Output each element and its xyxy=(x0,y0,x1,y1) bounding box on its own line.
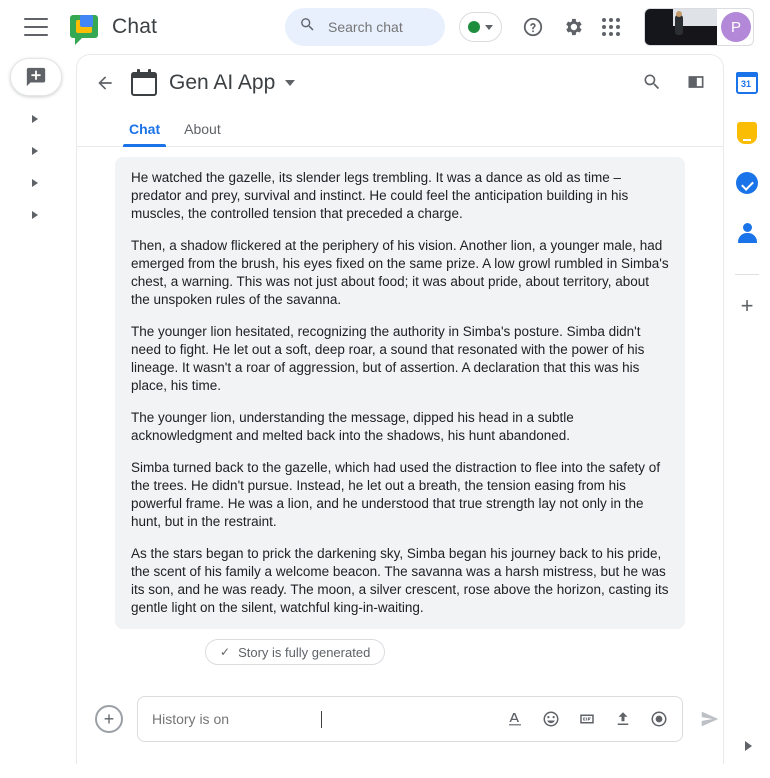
app-title: Chat xyxy=(112,15,158,38)
sidebar-expander-2[interactable] xyxy=(28,144,42,158)
status-button[interactable] xyxy=(459,12,502,42)
message-input[interactable] xyxy=(150,710,503,728)
bot-message-bubble xyxy=(115,157,685,629)
camera-thumbnail xyxy=(645,9,717,45)
sidebar-expander-3[interactable] xyxy=(28,176,42,190)
message-paragraph: The younger lion hesitated, recognizing the authority in Simba's posture. Simba didn't need to fight. He let out a soft, deep roar, a sound that resonated with the power of his lineage. It wasn't a roar of aggression, but of assertion. A declaration that this was his place, his time. xyxy=(131,324,645,393)
divider xyxy=(735,274,759,275)
contacts-app-icon[interactable] xyxy=(734,220,760,246)
top-bar xyxy=(0,0,770,54)
composer-icons xyxy=(504,708,670,730)
new-chat-icon[interactable] xyxy=(10,58,62,96)
message-paragraph: As the stars began to prick the darkening sky, Simba began his journey back to his pride, the scent of his family a welcome beacon. The savanna was a harsh mistress, but he was its son, and he was ready. The moon, a silver crescent, rose above the horizon, casting its gentle light on the silent, watchful king-in-waiting. xyxy=(131,546,669,615)
status-dot xyxy=(468,21,480,33)
calendar-app-icon[interactable] xyxy=(734,70,760,96)
emoji-icon[interactable] xyxy=(540,708,562,730)
conversation-panel xyxy=(76,54,724,764)
message-paragraph: Simba turned back to the gazelle, which had used the distraction to flee into the safety of the trees. He didn't pursue. Instead, he let out a breath, the tension easing from his powerful frame. He was a lion, and he understood that true strength lay not only in the hunt, but in the restraint. xyxy=(131,460,661,529)
help-icon[interactable] xyxy=(520,14,546,40)
tab-about[interactable]: About xyxy=(184,121,221,137)
google-chat-logo xyxy=(70,12,100,42)
message-paragraph: Then, a shadow flickered at the periphery of his vision. Another lion, a younger male, had emerged from the brush, his eyes fixed on the same prize. A low growl rumbled in Simba's chest, a warning. This was not just about food; it was about pride, about territory, about the unspoken rules of the savanna. xyxy=(131,238,669,307)
gif-icon[interactable] xyxy=(576,708,598,730)
right-rail xyxy=(724,54,770,778)
search-box[interactable] xyxy=(285,8,445,46)
search-icon xyxy=(299,16,316,38)
hamburger-icon[interactable] xyxy=(24,18,48,36)
back-arrow-icon[interactable] xyxy=(91,69,119,97)
message-paragraph: He watched the gazelle, its slender legs trembling. It was a dance as old as time – predator and prey, survival and instinct. He could feel the anticipation building in his muscles, the controlled tension that preceded a charge. xyxy=(131,170,629,221)
status-badge-label: Story is fully generated xyxy=(238,644,371,660)
status-badge[interactable] xyxy=(205,639,385,665)
left-rail xyxy=(0,54,76,778)
room-actions xyxy=(639,69,709,95)
message-list[interactable] xyxy=(77,147,723,709)
chevron-down-icon xyxy=(485,25,493,30)
avatar[interactable]: P xyxy=(721,12,751,42)
search-icon[interactable] xyxy=(639,69,665,95)
message-paragraph: The younger lion, understanding the message, dipped his head in a subtle acknowledgment and melted back into the shadows, his hunt abandoned. xyxy=(131,410,574,443)
room-tabs xyxy=(77,111,723,147)
room-header xyxy=(77,55,723,111)
sidebar-expander-1[interactable] xyxy=(28,112,42,126)
apps-grid-icon[interactable] xyxy=(598,14,624,40)
message-composer[interactable] xyxy=(137,696,683,742)
tasks-app-icon[interactable] xyxy=(734,170,760,196)
side-panel-icon[interactable] xyxy=(683,69,709,95)
text-cursor xyxy=(321,711,322,728)
calendar-icon xyxy=(131,70,157,96)
plus-circle-icon[interactable]: + xyxy=(95,705,123,733)
video-thumbnail-and-avatar[interactable] xyxy=(644,8,754,46)
chevron-down-icon[interactable] xyxy=(285,80,295,86)
add-app-button[interactable]: + xyxy=(740,293,754,318)
chevron-right-icon[interactable] xyxy=(740,738,756,754)
search-container xyxy=(285,8,445,46)
search-input[interactable] xyxy=(326,18,436,36)
send-icon[interactable] xyxy=(697,706,723,732)
composer-area xyxy=(77,674,723,764)
gear-icon[interactable] xyxy=(560,14,586,40)
check-icon: ✓ xyxy=(220,645,231,659)
record-video-icon[interactable] xyxy=(648,708,670,730)
page-title: Gen AI App xyxy=(169,71,276,94)
format-text-icon[interactable] xyxy=(504,708,526,730)
keep-app-icon[interactable] xyxy=(734,120,760,146)
sidebar-expander-4[interactable] xyxy=(28,208,42,222)
tab-chat[interactable]: Chat xyxy=(117,111,172,147)
upload-file-icon[interactable] xyxy=(612,708,634,730)
